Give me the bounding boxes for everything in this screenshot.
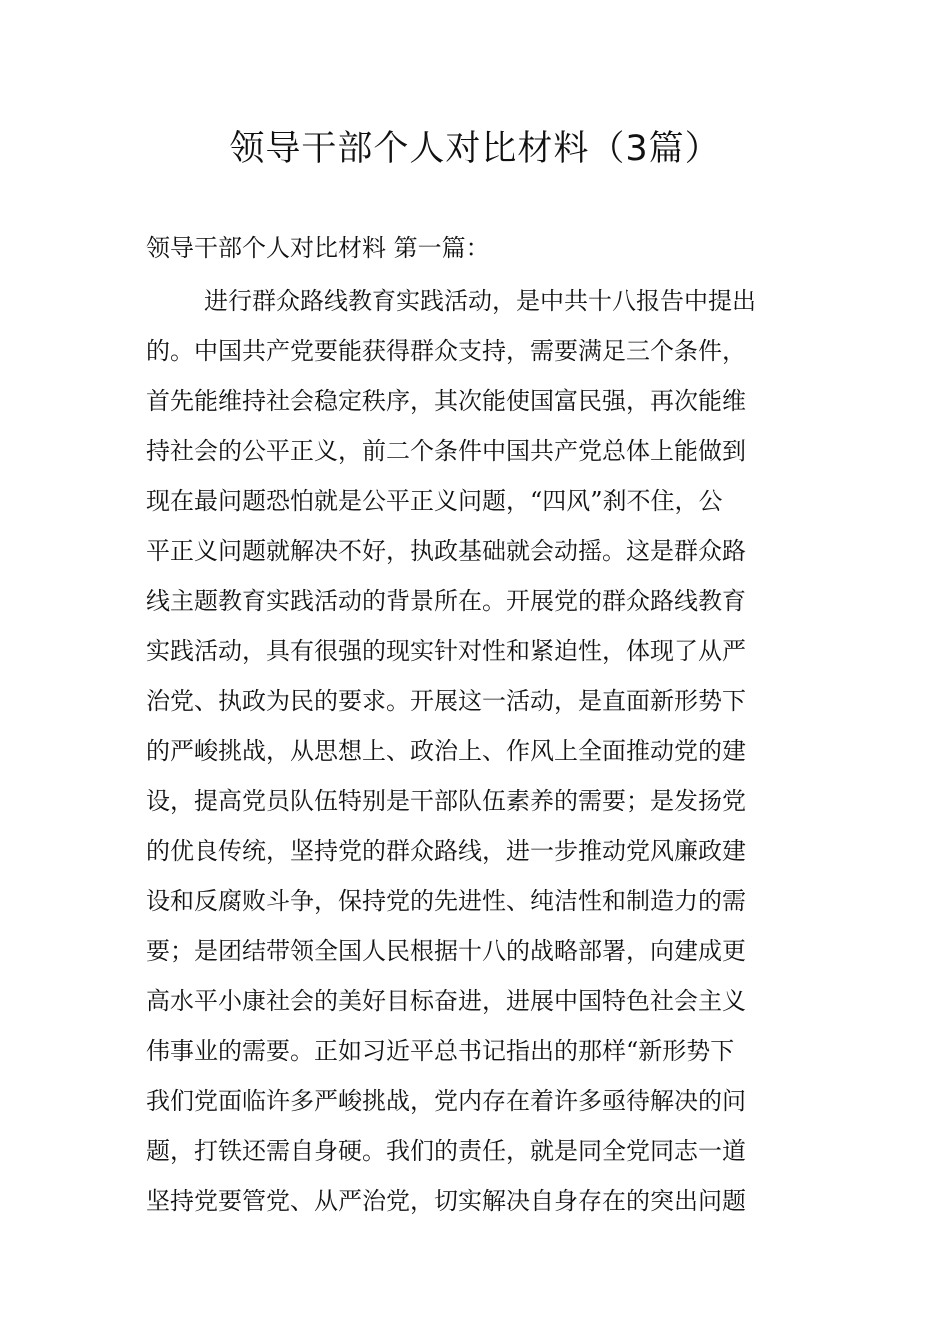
body-line: 设和反腐败斗争，保持党的先进性、纯洁性和制造力的需 <box>146 887 746 915</box>
body-line: 进行群众路线教育实践活动，是中共十八报告中提出 <box>204 287 756 315</box>
body-line: 的严峻挑战，从思想上、政治上、作风上全面推动党的建 <box>146 737 746 765</box>
body-line: 治党、执政为民的要求。开展这一活动，是直面新形势下 <box>146 687 746 715</box>
body-line: 的优良传统，坚持党的群众路线，进一步推动党风廉政建 <box>146 837 746 865</box>
body-line: 设，提高党员队伍特别是干部队伍素养的需要；是发扬党 <box>146 787 746 815</box>
body-line: 平正义问题就解决不好，执政基础就会动摇。这是群众路 <box>146 537 746 565</box>
body-line: 坚持党要管党、从严治党，切实解决自身存在的突出问题 <box>146 1187 746 1215</box>
body-line: 持社会的公平正义，前二个条件中国共产党总体上能做到 <box>146 437 746 465</box>
body-line: 首先能维持社会稳定秩序，其次能使国富民强，再次能维 <box>146 387 746 415</box>
body-line: 实践活动，具有很强的现实针对性和紧迫性，体现了从严 <box>146 637 746 665</box>
body-paragraph <box>146 276 806 1226</box>
body-line: 我们党面临许多严峻挑战，党内存在着许多亟待解决的问 <box>146 1087 746 1115</box>
body-line: 伟事业的需要。正如习近平总书记指出的那样“新形势下 <box>146 1037 735 1065</box>
body-line: 题，打铁还需自身硬。我们的责任，就是同全党同志一道 <box>146 1137 746 1165</box>
body-line: 现在最问题恐怕就是公平正义问题，“四风”刹不住，公 <box>146 487 723 515</box>
document-title: 领导干部个人对比材料（3篇） <box>229 129 721 169</box>
section-heading: 领导干部个人对比材料 第一篇： <box>146 234 490 262</box>
body-line: 线主题教育实践活动的背景所在。开展党的群众路线教育 <box>146 587 746 615</box>
body-line: 要；是团结带领全国人民根据十八的战略部署，向建成更 <box>146 937 746 965</box>
body-line: 的。中国共产党要能获得群众支持，需要满足三个条件， <box>146 337 746 365</box>
body-line: 高水平小康社会的美好目标奋进，进展中国特色社会主义 <box>146 987 746 1015</box>
